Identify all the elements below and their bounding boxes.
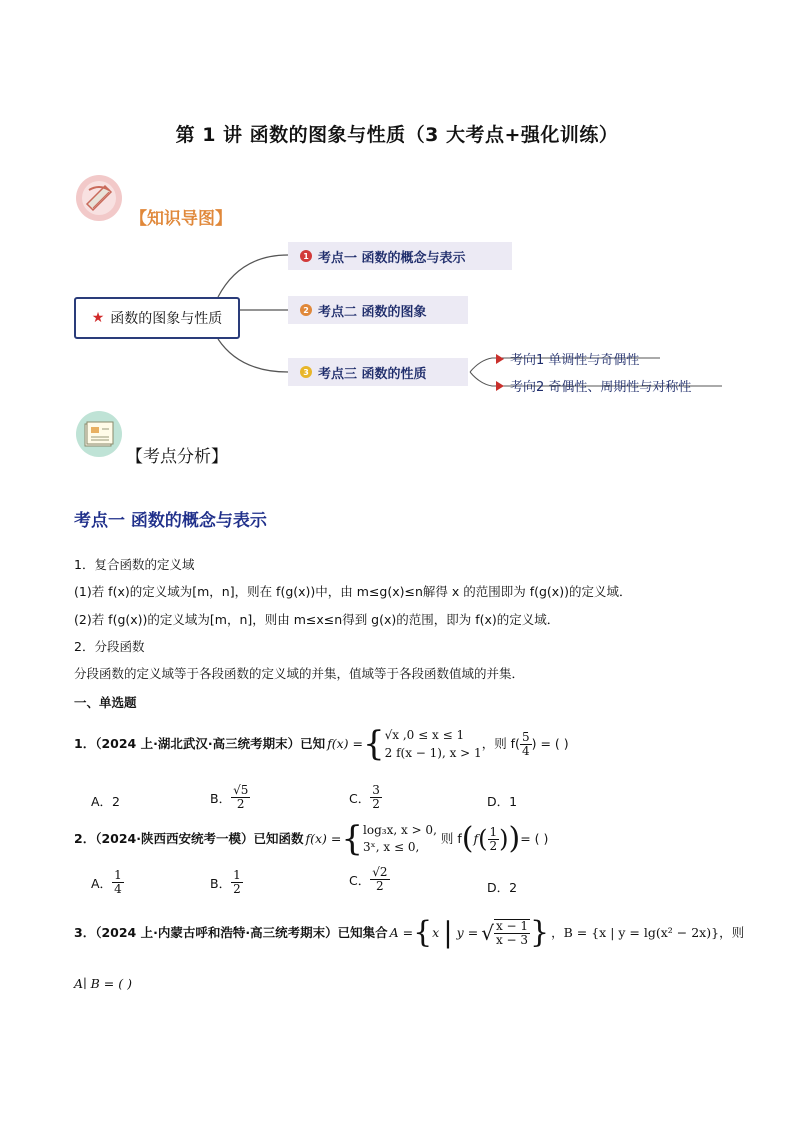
choice-a[interactable]: A．2 (91, 794, 121, 809)
fraction: $\frac{5}{4}$ (521, 729, 530, 758)
topic1-heading: 考点一 函数的概念与表示 (74, 511, 267, 531)
question-tail: ) = ( ) (531, 736, 569, 751)
piece-case: 2 f(x − 1), x > 1 (384, 746, 482, 760)
mindmap-root-node (74, 297, 240, 339)
mindmap-branch-3 (288, 358, 468, 386)
left-brace: { (362, 724, 385, 764)
flag-icon (496, 354, 504, 364)
mindmap-leaf-label: 考向1 单调性与奇偶性 (510, 353, 640, 368)
choice-c[interactable]: C． $\frac{3}{2}$ (349, 783, 380, 811)
number-badge-icon: 1 (300, 250, 312, 262)
mindmap-branch-label: 考点三 函数的性质 (318, 366, 427, 382)
choice-d[interactable]: D．2 (487, 880, 518, 895)
paragraph: 分段函数的定义域等于各段函数的定义域的并集，值域等于各段函数值域的并集． (74, 666, 525, 681)
paragraph: (1)若 f(x)的定义域为[m，n]，则在 f(g(x))中，由 m≤g(x)≤n解得 x 的范围即为 f(g(x))的定义域． (74, 584, 632, 599)
fraction: $\frac{x - 1}{x - 3}$ (495, 919, 529, 947)
mindmap-branch-2 (288, 296, 468, 324)
mindmap-leaf-1 (496, 349, 639, 368)
choice-a[interactable]: A． $\frac{1}{4}$ (91, 868, 122, 896)
piece-case: 3ˣ, x ≤ 0, (363, 840, 420, 854)
choice-b[interactable]: B． $\frac{1}{2}$ (210, 868, 241, 896)
question-2: 2．（2024·陕西西安统考一模）已知函数 f(x) = { log₃x, x > 0, 3ˣ, x ≤ 0, 则 f ( f ( $\frac{1}{2}$ ) ) = ( ) (74, 819, 549, 859)
choice-d[interactable]: D．1 (487, 794, 518, 809)
question-stem: 1．（2024 上·湖北武汉·高三统考期末）已知 (74, 736, 326, 751)
section-subheading: 一、单选题 (74, 695, 137, 710)
page-title: 第 1 讲 函数的图象与性质（3 大考点+强化训练） (175, 124, 619, 146)
mindmap-root-label: 函数的图象与性质 (110, 311, 223, 327)
star-icon: ★ (91, 310, 105, 326)
question-3-line2: A∣ B = ( ) (74, 976, 132, 991)
number-badge-icon: 3 (300, 366, 312, 378)
mindmap-connectors (0, 0, 794, 420)
question-stem: 2．（2024·陕西西安统考一模）已知函数 (74, 831, 304, 846)
mindmap-leaf-2 (496, 376, 691, 395)
notebook-icon (75, 410, 123, 458)
choice-b[interactable]: B． $\frac{√5}{2}$ (210, 783, 249, 811)
mindmap-branch-1 (288, 242, 512, 270)
section-analysis-label: 【考点分析】 (126, 447, 228, 467)
function-name: f(x) = (305, 831, 342, 846)
section-mindmap-label: 【知识导图】 (130, 209, 232, 229)
paragraph: 2．分段函数 (74, 639, 145, 654)
question-3: 3．（2024 上·内蒙古呼和浩特·高三统考期末）已知集合 A = { x | y = √ $\frac{x - 1}{x - 3}$ } ，B = {x | y = lg(x² − 2x)}，则 (74, 915, 745, 950)
paragraph: (2)若 f(g(x))的定义域为[m，n]，则由 m≤x≤n得到 g(x)的范围，即为 f(x)的定义域． (74, 612, 560, 627)
choice-c[interactable]: C． $\frac{√2}{2}$ (349, 865, 388, 893)
flag-icon (496, 381, 504, 391)
piece-case: √x ,0 ≤ x ≤ 1 (384, 728, 465, 742)
question-tail: ，则 f( (481, 736, 520, 751)
mindmap-leaf-label: 考向2 奇偶性、周期性与对称性 (510, 380, 692, 395)
paragraph: 1．复合函数的定义域 (74, 557, 195, 572)
question-1 (74, 726, 569, 762)
function-name: f(x) = (327, 736, 363, 751)
left-brace: { (341, 819, 364, 859)
fraction: $\frac{1}{2}$ (489, 824, 498, 853)
piece-case: log₃x, x > 0, (363, 823, 437, 837)
mindmap-branch-label: 考点一 函数的概念与表示 (318, 250, 466, 266)
number-badge-icon: 2 (300, 304, 312, 316)
mindmap-branch-label: 考点二 函数的图象 (318, 304, 427, 320)
question-tail: = ( ) (520, 831, 549, 846)
question-tail: 则 f (440, 831, 462, 846)
question-stem: 3．（2024 上·内蒙古呼和浩特·高三统考期末）已知集合 (74, 925, 388, 940)
